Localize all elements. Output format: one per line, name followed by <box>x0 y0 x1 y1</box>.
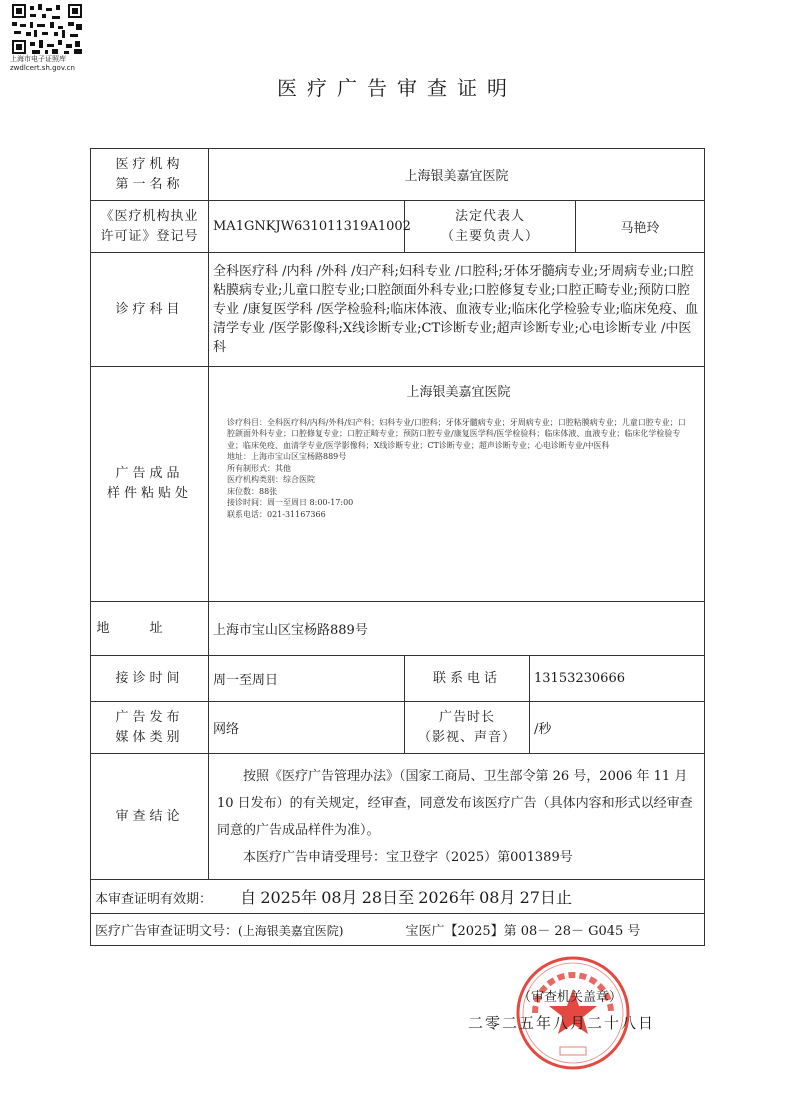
validity-to: 至 <box>398 888 415 907</box>
validity-to-day: 27 <box>519 888 540 907</box>
license-value: MA1GNKJW631011319A1002 <box>209 201 405 253</box>
docno-value: 宝医广【2025】第 08－ 28－ G045 号 <box>405 924 641 939</box>
phone-value: 13153230666 <box>530 656 705 702</box>
docno-hospital: (上海银美嘉宜医院) <box>238 924 344 938</box>
year-char: 年 <box>458 888 475 907</box>
legal-rep-value: 马艳玲 <box>576 201 705 253</box>
duration-label: 广告时长 （影视、声音） <box>405 702 530 754</box>
institution-label: 医疗机构 第一名称 <box>91 149 209 201</box>
certificate-table <box>90 148 705 946</box>
ad-sample-label: 广告成品 样件粘贴处 <box>91 367 209 602</box>
qr-caption-line2: zwdlcert.sh.gov.cn <box>10 64 75 72</box>
ad-sample-category: 医疗机构类别：综合医院 <box>227 475 315 484</box>
page-title: 医疗广告审查证明 <box>277 76 517 100</box>
validity-end: 止 <box>556 888 573 907</box>
validity-from-day: 28 <box>361 888 383 907</box>
seal-caption: （审查机关盖章） <box>518 990 623 1005</box>
scope-value: 全科医疗科 /内科 /外科 /妇产科;妇科专业 /口腔科;牙体牙髓病专业;牙周病专业;口腔粘膜病专业;儿童口腔专业;口腔颌面外科专业;口腔修复专业;口腔正畸专业;预防口腔专业 /康复医学科 /医学检验科;临床体液、血液专业;临床化学检验专业;临床免疫、血清学专业 /医学影像科;X线诊断专业;CT诊断专业;超声诊断专业;心电诊断专业 /中医科 <box>209 253 705 367</box>
month-char: 月 <box>341 888 358 907</box>
validity-from-year: 2025 <box>260 888 302 907</box>
conclusion-paragraph: 按照《医疗广告管理办法》（国家工商局、卫生部令第 26 号，2006 年 11 月 10 日发布）的有关规定，经审查，同意发布该医疗广告（具体内容和形式以经审查同意的广告成品样件为准）。 <box>217 768 693 838</box>
docno-row <box>91 914 705 946</box>
hours-value: 周一至周日 <box>209 656 405 702</box>
ad-sample-beds: 床位数：88张 <box>227 486 278 496</box>
ad-sample-hours: 接诊时间：周一至周日 8:00-17:00 <box>227 498 354 507</box>
conclusion-label: 审查结论 <box>91 754 209 880</box>
institution-value: 上海银美嘉宜医院 <box>209 149 705 201</box>
validity-from-month: 08 <box>321 888 342 907</box>
issue-date: 二零二五年八月二十八日 <box>468 1014 656 1032</box>
license-label: 《医疗机构执业 许可证》登记号 <box>91 201 209 253</box>
ad-sample-area <box>209 367 705 602</box>
duration-value: /秒 <box>530 702 705 754</box>
conclusion-value <box>209 754 705 880</box>
media-value: 网络 <box>209 702 405 754</box>
ad-sample-title: 上海银美嘉宜医院 <box>406 385 511 400</box>
day-char: 日 <box>539 888 556 907</box>
legal-rep-label: 法定代表人 （主要负责人） <box>405 201 576 253</box>
docno-label: 医疗广告审查证明文号： <box>95 924 239 939</box>
address-label: 地址 <box>91 602 209 656</box>
day-char: 日 <box>382 888 399 907</box>
ad-sample-scope: 诊疗科目：全科医疗科/内科/外科/妇产科；妇科专业/口腔科；牙体牙髓病专业；牙周病专业；口腔粘膜病专业；儿童口腔专业；口腔颌面外科专业；口腔修复专业；口腔正畸专业；预防口腔专业/康复医学科/医学检验科；临床体液、血液专业；临床化学检验专业；临床免疫、血清学专业/医学影像科；X线诊断专业；CT诊断专业；超声诊断专业；心电诊断专业/中医科 <box>227 417 686 450</box>
qr-caption <box>10 55 90 73</box>
scope-label: 诊疗科目 <box>91 253 209 367</box>
address-value: 上海市宝山区宝杨路889号 <box>209 602 705 656</box>
ad-sample-address: 地址：上海市宝山区宝杨路889号 <box>227 452 347 461</box>
validity-prefix: 自 <box>240 888 257 907</box>
ad-sample-phone: 联系电话：021-31167366 <box>227 509 326 519</box>
year-char: 年 <box>301 888 318 907</box>
validity-to-month: 08 <box>479 888 500 907</box>
ad-sample-ownership: 所有制形式：其他 <box>227 463 291 473</box>
validity-label: 本审查证明有效期： <box>95 892 213 907</box>
conclusion-application-no: 本医疗广告申请受理号：宝卫登字（2025）第001389号 <box>243 849 573 865</box>
ad-sample-content <box>227 387 690 520</box>
phone-label: 联系电话 <box>405 656 530 702</box>
media-label: 广告发布 媒体类别 <box>91 702 209 754</box>
validity-to-year: 2026 <box>418 888 459 907</box>
qr-code <box>12 4 82 54</box>
validity-row <box>91 880 705 914</box>
month-char: 月 <box>499 888 516 907</box>
hours-label: 接诊时间 <box>91 656 209 702</box>
qr-caption-line1: 上海市电子证照库 <box>10 55 66 63</box>
